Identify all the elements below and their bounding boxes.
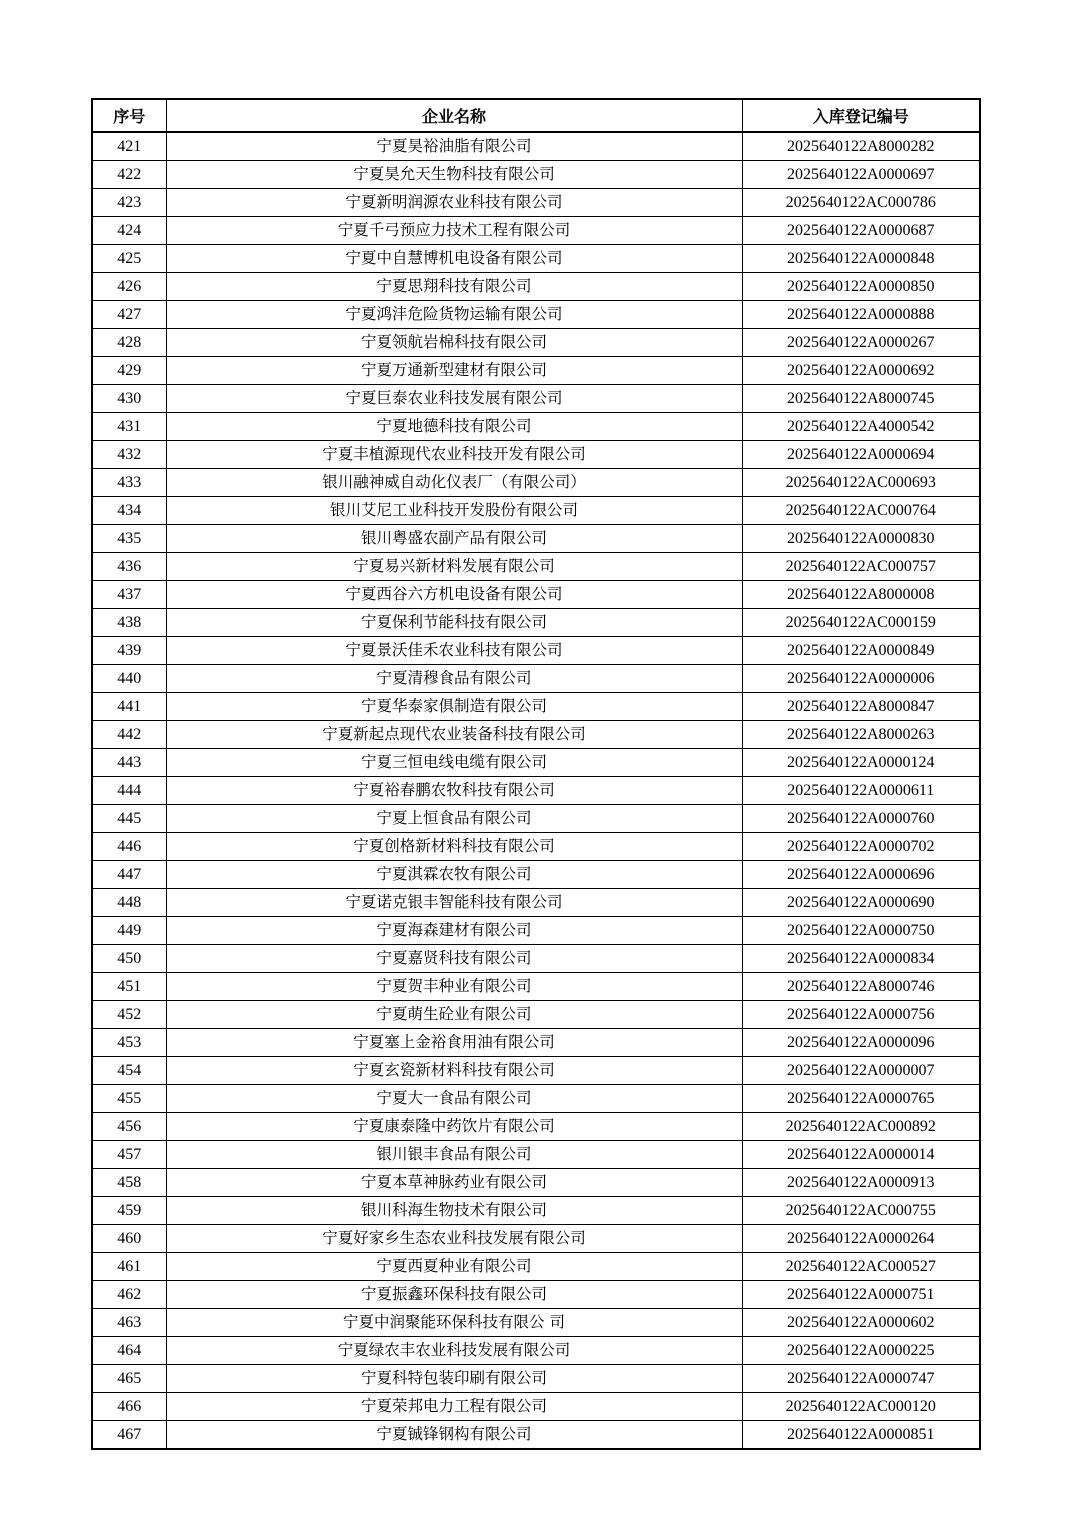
table-row [92, 1169, 980, 1197]
cell-registration-code: 2025640122AC000764 [742, 497, 980, 525]
cell-seq: 438 [92, 609, 166, 637]
cell-seq: 459 [92, 1197, 166, 1225]
cell-company-name: 银川银丰食品有限公司 [166, 1141, 742, 1169]
enterprise-registry-table [91, 98, 981, 1450]
cell-registration-code: 2025640122A0000264 [742, 1225, 980, 1253]
cell-seq: 442 [92, 721, 166, 749]
table-row [92, 889, 980, 917]
header-company-name: 企业名称 [166, 99, 742, 132]
table-row [92, 217, 980, 245]
cell-seq: 463 [92, 1309, 166, 1337]
cell-registration-code: 2025640122A0000848 [742, 245, 980, 273]
table-row [92, 917, 980, 945]
cell-company-name: 宁夏巨泰农业科技发展有限公司 [166, 385, 742, 413]
table-row [92, 1253, 980, 1281]
table-row [92, 357, 980, 385]
cell-seq: 433 [92, 469, 166, 497]
cell-registration-code: 2025640122A0000913 [742, 1169, 980, 1197]
cell-company-name: 银川融神威自动化仪表厂（有限公司） [166, 469, 742, 497]
cell-registration-code: 2025640122A0000014 [742, 1141, 980, 1169]
cell-company-name: 宁夏好家乡生态农业科技发展有限公司 [166, 1225, 742, 1253]
cell-seq: 443 [92, 749, 166, 777]
table-row [92, 132, 980, 161]
cell-company-name: 宁夏保利节能科技有限公司 [166, 609, 742, 637]
cell-seq: 425 [92, 245, 166, 273]
table-row [92, 301, 980, 329]
cell-seq: 432 [92, 441, 166, 469]
cell-registration-code: 2025640122A4000542 [742, 413, 980, 441]
cell-registration-code: 2025640122A0000849 [742, 637, 980, 665]
cell-seq: 431 [92, 413, 166, 441]
table-row [92, 693, 980, 721]
cell-registration-code: 2025640122A0000096 [742, 1029, 980, 1057]
cell-company-name: 宁夏西夏种业有限公司 [166, 1253, 742, 1281]
table-row [92, 973, 980, 1001]
table-row [92, 637, 980, 665]
cell-registration-code: 2025640122A0000696 [742, 861, 980, 889]
cell-registration-code: 2025640122A0000888 [742, 301, 980, 329]
table-row [92, 329, 980, 357]
cell-company-name: 宁夏本草神脉药业有限公司 [166, 1169, 742, 1197]
cell-seq: 453 [92, 1029, 166, 1057]
cell-registration-code: 2025640122A0000611 [742, 777, 980, 805]
cell-seq: 428 [92, 329, 166, 357]
cell-company-name: 宁夏嘉贤科技有限公司 [166, 945, 742, 973]
table-row [92, 189, 980, 217]
cell-registration-code: 2025640122AC000757 [742, 553, 980, 581]
cell-company-name: 宁夏万通新型建材有限公司 [166, 357, 742, 385]
cell-seq: 454 [92, 1057, 166, 1085]
cell-seq: 427 [92, 301, 166, 329]
cell-company-name: 宁夏上恒食品有限公司 [166, 805, 742, 833]
cell-registration-code: 2025640122AC000159 [742, 609, 980, 637]
cell-company-name: 宁夏昊裕油脂有限公司 [166, 132, 742, 161]
cell-registration-code: 2025640122A0000006 [742, 665, 980, 693]
cell-seq: 436 [92, 553, 166, 581]
cell-registration-code: 2025640122AC000786 [742, 189, 980, 217]
cell-registration-code: 2025640122A0000750 [742, 917, 980, 945]
cell-registration-code: 2025640122A0000697 [742, 161, 980, 189]
cell-seq: 462 [92, 1281, 166, 1309]
cell-seq: 429 [92, 357, 166, 385]
cell-registration-code: 2025640122A0000124 [742, 749, 980, 777]
table-row [92, 609, 980, 637]
cell-registration-code: 2025640122A0000851 [742, 1421, 980, 1450]
table-row [92, 1141, 980, 1169]
table-row [92, 385, 980, 413]
cell-company-name: 宁夏鸿沣危险货物运输有限公司 [166, 301, 742, 329]
cell-company-name: 宁夏中润聚能环保科技有限公 司 [166, 1309, 742, 1337]
table-row [92, 1197, 980, 1225]
cell-seq: 422 [92, 161, 166, 189]
cell-registration-code: 2025640122A0000702 [742, 833, 980, 861]
table-row [92, 1365, 980, 1393]
cell-seq: 457 [92, 1141, 166, 1169]
cell-seq: 447 [92, 861, 166, 889]
cell-company-name: 银川粤盛农副产品有限公司 [166, 525, 742, 553]
cell-company-name: 宁夏地德科技有限公司 [166, 413, 742, 441]
table-row [92, 1057, 980, 1085]
cell-seq: 467 [92, 1421, 166, 1450]
cell-seq: 441 [92, 693, 166, 721]
cell-seq: 450 [92, 945, 166, 973]
table-row [92, 833, 980, 861]
cell-seq: 464 [92, 1337, 166, 1365]
table-row [92, 1309, 980, 1337]
cell-company-name: 宁夏振鑫环保科技有限公司 [166, 1281, 742, 1309]
table-row [92, 161, 980, 189]
table-row [92, 469, 980, 497]
table-row [92, 525, 980, 553]
table-row [92, 1393, 980, 1421]
cell-company-name: 宁夏康泰隆中药饮片有限公司 [166, 1113, 742, 1141]
cell-seq: 426 [92, 273, 166, 301]
cell-company-name: 宁夏海森建材有限公司 [166, 917, 742, 945]
cell-company-name: 宁夏三恒电线电缆有限公司 [166, 749, 742, 777]
table-row [92, 1337, 980, 1365]
cell-seq: 448 [92, 889, 166, 917]
cell-seq: 465 [92, 1365, 166, 1393]
cell-company-name: 宁夏中自慧博机电设备有限公司 [166, 245, 742, 273]
table-body [92, 132, 980, 1449]
cell-seq: 437 [92, 581, 166, 609]
cell-seq: 445 [92, 805, 166, 833]
table-row [92, 1029, 980, 1057]
table-row [92, 1113, 980, 1141]
table-row [92, 581, 980, 609]
cell-registration-code: 2025640122AC000527 [742, 1253, 980, 1281]
table-row [92, 1001, 980, 1029]
cell-registration-code: 2025640122A0000687 [742, 217, 980, 245]
table-row [92, 441, 980, 469]
cell-company-name: 宁夏创格新材料科技有限公司 [166, 833, 742, 861]
cell-company-name: 宁夏新明润源农业科技有限公司 [166, 189, 742, 217]
cell-company-name: 宁夏思翔科技有限公司 [166, 273, 742, 301]
cell-registration-code: 2025640122A0000834 [742, 945, 980, 973]
cell-company-name: 宁夏铖锋钢构有限公司 [166, 1421, 742, 1450]
cell-company-name: 宁夏裕春鹏农牧科技有限公司 [166, 777, 742, 805]
cell-company-name: 宁夏塞上金裕食用油有限公司 [166, 1029, 742, 1057]
cell-seq: 446 [92, 833, 166, 861]
cell-registration-code: 2025640122A8000745 [742, 385, 980, 413]
cell-seq: 460 [92, 1225, 166, 1253]
cell-seq: 434 [92, 497, 166, 525]
cell-registration-code: 2025640122AC000693 [742, 469, 980, 497]
cell-registration-code: 2025640122A0000830 [742, 525, 980, 553]
cell-company-name: 宁夏科特包装印刷有限公司 [166, 1365, 742, 1393]
cell-registration-code: 2025640122A8000282 [742, 132, 980, 161]
cell-registration-code: 2025640122A8000008 [742, 581, 980, 609]
cell-registration-code: 2025640122A0000760 [742, 805, 980, 833]
table-row [92, 749, 980, 777]
cell-company-name: 宁夏贺丰种业有限公司 [166, 973, 742, 1001]
cell-company-name: 宁夏千弓预应力技术工程有限公司 [166, 217, 742, 245]
cell-registration-code: 2025640122A0000850 [742, 273, 980, 301]
cell-registration-code: 2025640122A0000267 [742, 329, 980, 357]
cell-company-name: 宁夏玄瓷新材料科技有限公司 [166, 1057, 742, 1085]
cell-registration-code: 2025640122A0000765 [742, 1085, 980, 1113]
cell-seq: 440 [92, 665, 166, 693]
cell-seq: 455 [92, 1085, 166, 1113]
header-seq: 序号 [92, 99, 166, 132]
cell-registration-code: 2025640122A0000751 [742, 1281, 980, 1309]
cell-registration-code: 2025640122A0000602 [742, 1309, 980, 1337]
table-row [92, 1085, 980, 1113]
table-row [92, 273, 980, 301]
cell-company-name: 宁夏大一食品有限公司 [166, 1085, 742, 1113]
cell-company-name: 宁夏领航岩棉科技有限公司 [166, 329, 742, 357]
cell-registration-code: 2025640122AC000755 [742, 1197, 980, 1225]
cell-company-name: 银川科海生物技术有限公司 [166, 1197, 742, 1225]
cell-seq: 449 [92, 917, 166, 945]
cell-registration-code: 2025640122A0000756 [742, 1001, 980, 1029]
cell-company-name: 宁夏萌生砼业有限公司 [166, 1001, 742, 1029]
table-row [92, 945, 980, 973]
cell-company-name: 宁夏丰植源现代农业科技开发有限公司 [166, 441, 742, 469]
cell-seq: 458 [92, 1169, 166, 1197]
cell-seq: 435 [92, 525, 166, 553]
cell-seq: 444 [92, 777, 166, 805]
table-row [92, 1225, 980, 1253]
cell-seq: 451 [92, 973, 166, 1001]
cell-company-name: 宁夏昊允天生物科技有限公司 [166, 161, 742, 189]
table-row [92, 777, 980, 805]
cell-company-name: 宁夏诺克银丰智能科技有限公司 [166, 889, 742, 917]
cell-registration-code: 2025640122A8000746 [742, 973, 980, 1001]
cell-company-name: 宁夏新起点现代农业装备科技有限公司 [166, 721, 742, 749]
cell-registration-code: 2025640122AC000120 [742, 1393, 980, 1421]
cell-seq: 456 [92, 1113, 166, 1141]
cell-company-name: 宁夏淇霖农牧有限公司 [166, 861, 742, 889]
table-row [92, 245, 980, 273]
cell-company-name: 银川艾尼工业科技开发股份有限公司 [166, 497, 742, 525]
table-row [92, 861, 980, 889]
table-header-row [92, 99, 980, 132]
cell-seq: 466 [92, 1393, 166, 1421]
cell-registration-code: 2025640122A0000690 [742, 889, 980, 917]
table-row [92, 1281, 980, 1309]
cell-registration-code: 2025640122A0000007 [742, 1057, 980, 1085]
cell-company-name: 宁夏绿农丰农业科技发展有限公司 [166, 1337, 742, 1365]
cell-registration-code: 2025640122A0000225 [742, 1337, 980, 1365]
table-row [92, 721, 980, 749]
cell-company-name: 宁夏景沃佳禾农业科技有限公司 [166, 637, 742, 665]
cell-registration-code: 2025640122A0000747 [742, 1365, 980, 1393]
table-row [92, 805, 980, 833]
cell-seq: 424 [92, 217, 166, 245]
cell-seq: 452 [92, 1001, 166, 1029]
cell-company-name: 宁夏西谷六方机电设备有限公司 [166, 581, 742, 609]
cell-seq: 421 [92, 132, 166, 161]
cell-seq: 430 [92, 385, 166, 413]
cell-registration-code: 2025640122A8000847 [742, 693, 980, 721]
cell-registration-code: 2025640122A0000694 [742, 441, 980, 469]
table-row [92, 497, 980, 525]
cell-registration-code: 2025640122A8000263 [742, 721, 980, 749]
table-row [92, 1421, 980, 1450]
cell-company-name: 宁夏清穆食品有限公司 [166, 665, 742, 693]
header-registration-code: 入库登记编号 [742, 99, 980, 132]
table-row [92, 413, 980, 441]
cell-company-name: 宁夏荣邦电力工程有限公司 [166, 1393, 742, 1421]
cell-registration-code: 2025640122A0000692 [742, 357, 980, 385]
cell-seq: 461 [92, 1253, 166, 1281]
cell-seq: 423 [92, 189, 166, 217]
cell-company-name: 宁夏华泰家俱制造有限公司 [166, 693, 742, 721]
cell-seq: 439 [92, 637, 166, 665]
cell-registration-code: 2025640122AC000892 [742, 1113, 980, 1141]
table-row [92, 553, 980, 581]
table-row [92, 665, 980, 693]
cell-company-name: 宁夏易兴新材料发展有限公司 [166, 553, 742, 581]
